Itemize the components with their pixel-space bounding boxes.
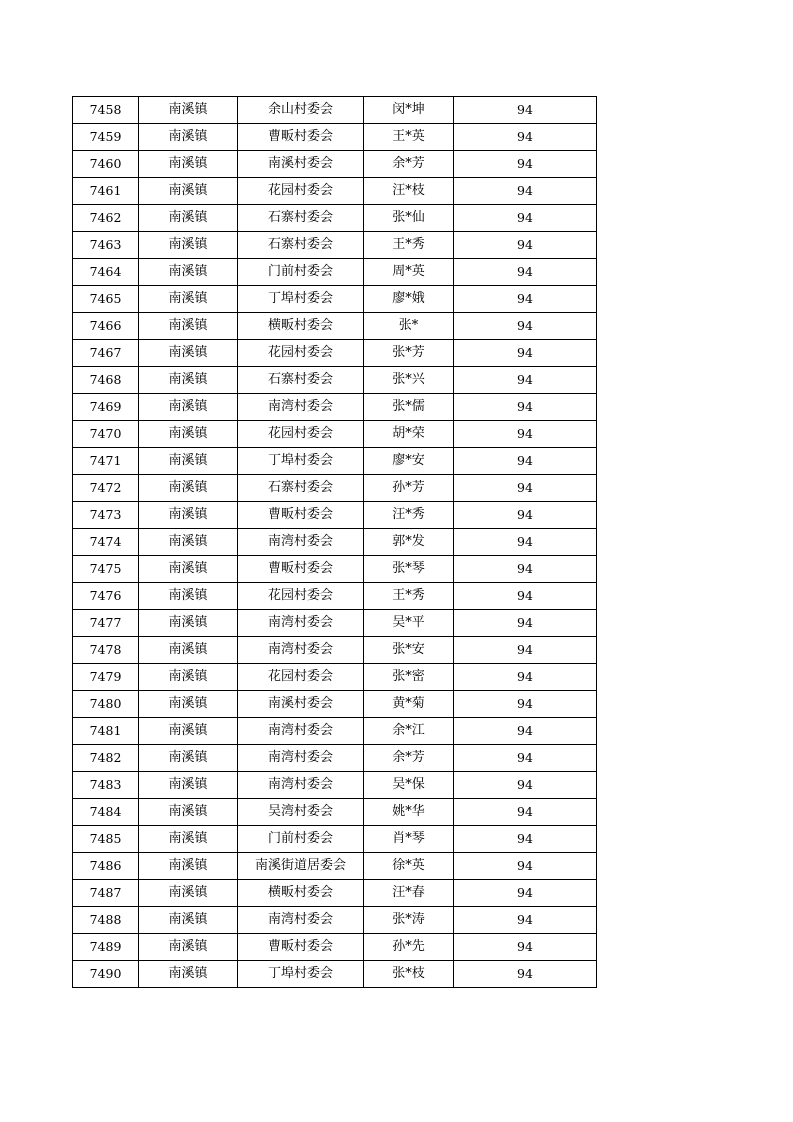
- person-name-cell: 张*琴: [364, 556, 454, 583]
- town-cell: 南溪镇: [139, 313, 238, 340]
- score-cell: 94: [454, 259, 597, 286]
- score-cell: 94: [454, 745, 597, 772]
- person-name-cell: 张*枝: [364, 961, 454, 988]
- table-row: [73, 421, 597, 448]
- score-cell: 94: [454, 853, 597, 880]
- score-cell: 94: [454, 637, 597, 664]
- town-cell: 南溪镇: [139, 340, 238, 367]
- table-row: [73, 97, 597, 124]
- table-row: [73, 529, 597, 556]
- town-cell: 南溪镇: [139, 124, 238, 151]
- town-cell: 南溪镇: [139, 934, 238, 961]
- score-cell: 94: [454, 799, 597, 826]
- table-row: [73, 205, 597, 232]
- table-row: [73, 286, 597, 313]
- score-cell: 94: [454, 475, 597, 502]
- row-id-cell: 7460: [73, 151, 139, 178]
- row-id-cell: 7469: [73, 394, 139, 421]
- person-name-cell: 吴*平: [364, 610, 454, 637]
- committee-cell: 丁埠村委会: [238, 961, 364, 988]
- town-cell: 南溪镇: [139, 394, 238, 421]
- person-name-cell: 汪*春: [364, 880, 454, 907]
- committee-cell: 南湾村委会: [238, 637, 364, 664]
- score-cell: 94: [454, 718, 597, 745]
- row-id-cell: 7483: [73, 772, 139, 799]
- row-id-cell: 7474: [73, 529, 139, 556]
- person-name-cell: 郭*发: [364, 529, 454, 556]
- score-cell: 94: [454, 583, 597, 610]
- row-id-cell: 7489: [73, 934, 139, 961]
- committee-cell: 花园村委会: [238, 178, 364, 205]
- town-cell: 南溪镇: [139, 367, 238, 394]
- row-id-cell: 7486: [73, 853, 139, 880]
- committee-cell: 曹畈村委会: [238, 556, 364, 583]
- row-id-cell: 7488: [73, 907, 139, 934]
- table-row: [73, 799, 597, 826]
- score-cell: 94: [454, 232, 597, 259]
- person-name-cell: 黄*菊: [364, 691, 454, 718]
- person-name-cell: 吴*保: [364, 772, 454, 799]
- score-cell: 94: [454, 367, 597, 394]
- committee-cell: 南溪街道居委会: [238, 853, 364, 880]
- person-name-cell: 徐*英: [364, 853, 454, 880]
- committee-cell: 石寨村委会: [238, 232, 364, 259]
- committee-cell: 曹畈村委会: [238, 124, 364, 151]
- town-cell: 南溪镇: [139, 556, 238, 583]
- table-row: [73, 502, 597, 529]
- committee-cell: 余山村委会: [238, 97, 364, 124]
- person-name-cell: 汪*枝: [364, 178, 454, 205]
- table-row: [73, 745, 597, 772]
- committee-cell: 南湾村委会: [238, 907, 364, 934]
- table-row: [73, 664, 597, 691]
- row-id-cell: 7470: [73, 421, 139, 448]
- score-cell: 94: [454, 691, 597, 718]
- score-cell: 94: [454, 124, 597, 151]
- person-name-cell: 张*兴: [364, 367, 454, 394]
- table-row: [73, 394, 597, 421]
- score-cell: 94: [454, 448, 597, 475]
- score-cell: 94: [454, 961, 597, 988]
- row-id-cell: 7475: [73, 556, 139, 583]
- person-name-cell: 王*秀: [364, 583, 454, 610]
- town-cell: 南溪镇: [139, 205, 238, 232]
- town-cell: 南溪镇: [139, 610, 238, 637]
- town-cell: 南溪镇: [139, 907, 238, 934]
- committee-cell: 花园村委会: [238, 583, 364, 610]
- row-id-cell: 7480: [73, 691, 139, 718]
- row-id-cell: 7467: [73, 340, 139, 367]
- table-row: [73, 448, 597, 475]
- person-name-cell: 张*仙: [364, 205, 454, 232]
- committee-cell: 南湾村委会: [238, 610, 364, 637]
- row-id-cell: 7481: [73, 718, 139, 745]
- person-name-cell: 张*芳: [364, 340, 454, 367]
- town-cell: 南溪镇: [139, 286, 238, 313]
- row-id-cell: 7473: [73, 502, 139, 529]
- committee-cell: 吴湾村委会: [238, 799, 364, 826]
- score-cell: 94: [454, 178, 597, 205]
- table-row: [73, 691, 597, 718]
- town-cell: 南溪镇: [139, 880, 238, 907]
- table-row: [73, 934, 597, 961]
- town-cell: 南溪镇: [139, 475, 238, 502]
- person-name-cell: 余*芳: [364, 745, 454, 772]
- committee-cell: 横畈村委会: [238, 880, 364, 907]
- committee-cell: 南溪村委会: [238, 151, 364, 178]
- person-name-cell: 廖*安: [364, 448, 454, 475]
- committee-cell: 花园村委会: [238, 664, 364, 691]
- row-id-cell: 7461: [73, 178, 139, 205]
- committee-cell: 南湾村委会: [238, 745, 364, 772]
- table-row: [73, 232, 597, 259]
- town-cell: 南溪镇: [139, 799, 238, 826]
- town-cell: 南溪镇: [139, 718, 238, 745]
- row-id-cell: 7485: [73, 826, 139, 853]
- row-id-cell: 7463: [73, 232, 139, 259]
- person-name-cell: 张*安: [364, 637, 454, 664]
- town-cell: 南溪镇: [139, 745, 238, 772]
- person-name-cell: 汪*秀: [364, 502, 454, 529]
- score-cell: 94: [454, 151, 597, 178]
- committee-cell: 石寨村委会: [238, 205, 364, 232]
- row-id-cell: 7462: [73, 205, 139, 232]
- row-id-cell: 7478: [73, 637, 139, 664]
- committee-cell: 南溪村委会: [238, 691, 364, 718]
- person-name-cell: 周*英: [364, 259, 454, 286]
- score-cell: 94: [454, 664, 597, 691]
- score-cell: 94: [454, 97, 597, 124]
- town-cell: 南溪镇: [139, 772, 238, 799]
- score-cell: 94: [454, 502, 597, 529]
- score-cell: 94: [454, 421, 597, 448]
- table-row: [73, 259, 597, 286]
- table-row: [73, 178, 597, 205]
- row-id-cell: 7479: [73, 664, 139, 691]
- table-row: [73, 610, 597, 637]
- committee-cell: 曹畈村委会: [238, 502, 364, 529]
- person-name-cell: 肖*琴: [364, 826, 454, 853]
- committee-cell: 南湾村委会: [238, 394, 364, 421]
- row-id-cell: 7484: [73, 799, 139, 826]
- score-cell: 94: [454, 205, 597, 232]
- committee-cell: 石寨村委会: [238, 475, 364, 502]
- town-cell: 南溪镇: [139, 448, 238, 475]
- table-row: [73, 718, 597, 745]
- table-row: [73, 151, 597, 178]
- table-row: [73, 583, 597, 610]
- person-name-cell: 孙*芳: [364, 475, 454, 502]
- score-cell: 94: [454, 394, 597, 421]
- town-cell: 南溪镇: [139, 502, 238, 529]
- town-cell: 南溪镇: [139, 691, 238, 718]
- committee-cell: 南湾村委会: [238, 718, 364, 745]
- score-cell: 94: [454, 313, 597, 340]
- score-cell: 94: [454, 880, 597, 907]
- table-row: [73, 880, 597, 907]
- person-name-cell: 胡*荣: [364, 421, 454, 448]
- row-id-cell: 7482: [73, 745, 139, 772]
- person-name-cell: 王*英: [364, 124, 454, 151]
- score-cell: 94: [454, 529, 597, 556]
- row-id-cell: 7468: [73, 367, 139, 394]
- score-cell: 94: [454, 340, 597, 367]
- town-cell: 南溪镇: [139, 259, 238, 286]
- score-cell: 94: [454, 826, 597, 853]
- score-cell: 94: [454, 772, 597, 799]
- person-name-cell: 余*芳: [364, 151, 454, 178]
- committee-cell: 门前村委会: [238, 259, 364, 286]
- table-row: [73, 556, 597, 583]
- town-cell: 南溪镇: [139, 97, 238, 124]
- town-cell: 南溪镇: [139, 583, 238, 610]
- row-id-cell: 7487: [73, 880, 139, 907]
- committee-cell: 花园村委会: [238, 421, 364, 448]
- row-id-cell: 7458: [73, 97, 139, 124]
- town-cell: 南溪镇: [139, 232, 238, 259]
- row-id-cell: 7472: [73, 475, 139, 502]
- score-cell: 94: [454, 610, 597, 637]
- person-name-cell: 廖*娥: [364, 286, 454, 313]
- committee-cell: 横畈村委会: [238, 313, 364, 340]
- committee-cell: 南湾村委会: [238, 772, 364, 799]
- table-row: [73, 340, 597, 367]
- row-id-cell: 7464: [73, 259, 139, 286]
- town-cell: 南溪镇: [139, 529, 238, 556]
- data-table: [72, 96, 597, 988]
- table-row: [73, 772, 597, 799]
- committee-cell: 花园村委会: [238, 340, 364, 367]
- row-id-cell: 7477: [73, 610, 139, 637]
- town-cell: 南溪镇: [139, 826, 238, 853]
- table-row: [73, 961, 597, 988]
- town-cell: 南溪镇: [139, 421, 238, 448]
- person-name-cell: 姚*华: [364, 799, 454, 826]
- row-id-cell: 7471: [73, 448, 139, 475]
- row-id-cell: 7465: [73, 286, 139, 313]
- town-cell: 南溪镇: [139, 664, 238, 691]
- score-cell: 94: [454, 907, 597, 934]
- row-id-cell: 7459: [73, 124, 139, 151]
- table-body: [73, 97, 597, 988]
- person-name-cell: 张*儒: [364, 394, 454, 421]
- table-row: [73, 637, 597, 664]
- committee-cell: 丁埠村委会: [238, 286, 364, 313]
- committee-cell: 石寨村委会: [238, 367, 364, 394]
- town-cell: 南溪镇: [139, 151, 238, 178]
- town-cell: 南溪镇: [139, 961, 238, 988]
- person-name-cell: 张*涛: [364, 907, 454, 934]
- person-name-cell: 余*江: [364, 718, 454, 745]
- row-id-cell: 7476: [73, 583, 139, 610]
- table-row: [73, 313, 597, 340]
- town-cell: 南溪镇: [139, 178, 238, 205]
- person-name-cell: 张*密: [364, 664, 454, 691]
- person-name-cell: 闵*坤: [364, 97, 454, 124]
- table-row: [73, 826, 597, 853]
- committee-cell: 南湾村委会: [238, 529, 364, 556]
- committee-cell: 曹畈村委会: [238, 934, 364, 961]
- table-row: [73, 475, 597, 502]
- person-name-cell: 王*秀: [364, 232, 454, 259]
- person-name-cell: 孙*先: [364, 934, 454, 961]
- town-cell: 南溪镇: [139, 637, 238, 664]
- score-cell: 94: [454, 556, 597, 583]
- row-id-cell: 7466: [73, 313, 139, 340]
- score-cell: 94: [454, 934, 597, 961]
- table-row: [73, 367, 597, 394]
- person-name-cell: 张*: [364, 313, 454, 340]
- row-id-cell: 7490: [73, 961, 139, 988]
- committee-cell: 门前村委会: [238, 826, 364, 853]
- committee-cell: 丁埠村委会: [238, 448, 364, 475]
- score-cell: 94: [454, 286, 597, 313]
- table-row: [73, 907, 597, 934]
- table-row: [73, 853, 597, 880]
- table-row: [73, 124, 597, 151]
- town-cell: 南溪镇: [139, 853, 238, 880]
